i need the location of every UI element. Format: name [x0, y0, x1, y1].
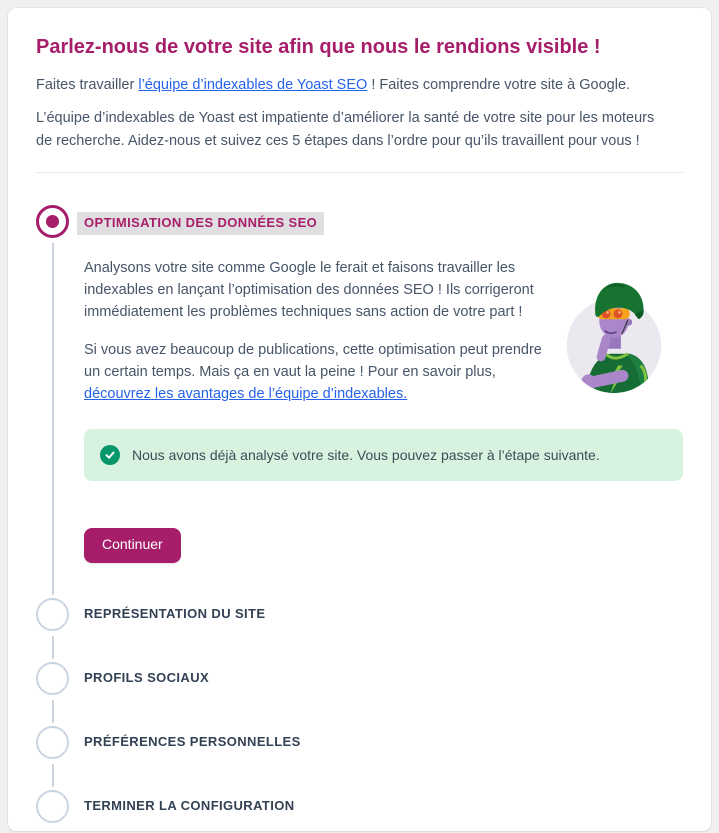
intro-paragraph-2: L’équipe d’indexables de Yoast est impatiente d’améliorer la santé de votre site pour les moteurs de recherche. Aidez-nous et suivez ces 5 étapes dans l’ordre pour qu’ils travaillent pour vous !	[36, 110, 655, 149]
check-circle-icon	[100, 445, 120, 465]
step-label: PRÉFÉRENCES PERSONNELLES	[84, 733, 301, 749]
step-site-representation[interactable]	[36, 598, 683, 631]
intro-text: ! Faites comprendre votre site à Google.	[367, 77, 631, 93]
step-indicator	[36, 790, 69, 823]
intro-text: Faites travailler	[36, 77, 139, 93]
step-indicator	[36, 662, 69, 695]
yoast-assistant-illustration	[555, 271, 673, 397]
step-indicator-active	[36, 205, 69, 238]
intro-paragraph-1	[36, 74, 668, 96]
step-indicator	[36, 726, 69, 759]
continue-button[interactable]: Continuer	[84, 528, 181, 562]
step-personal-preferences[interactable]	[36, 726, 683, 759]
step-label: REPRÉSENTATION DU SITE	[84, 605, 266, 621]
step-label: OPTIMISATION DES DONNÉES SEO	[77, 212, 324, 235]
configuration-stepper	[36, 205, 683, 822]
active-step-body	[84, 257, 683, 567]
indexables-team-link[interactable]: l’équipe d’indexables de Yoast SEO	[138, 77, 368, 93]
step-description	[84, 257, 542, 405]
step-finish-configuration[interactable]	[36, 790, 683, 823]
analysis-success-alert	[84, 429, 683, 481]
step-text: Si vous avez beaucoup de publications, cette optimisation peut prendre un certain temps. Mais ça en vaut la peine ! Pour en savoir plus,	[84, 342, 542, 381]
step-indicator	[36, 598, 69, 631]
configuration-card	[8, 8, 711, 831]
step-label: TERMINER LA CONFIGURATION	[84, 797, 295, 813]
step-paragraph-2	[84, 339, 542, 405]
step-body-row	[84, 257, 683, 405]
indexables-benefits-link[interactable]: découvrez les avantages de l’équipe d’indexables.	[84, 386, 408, 403]
divider	[36, 172, 683, 173]
active-step-dot-icon	[46, 215, 59, 228]
step-social-profiles[interactable]	[36, 662, 683, 695]
step-seo-data-optimization	[36, 205, 683, 566]
step-label: PROFILS SOCIAUX	[84, 669, 210, 685]
step-paragraph-1: Analysons votre site comme Google le ferait et faisons travailler les indexables en lançant l’optimisation des données SEO ! Ils corrigeront immédiatement les problèmes techniques sans action de votre part !	[84, 260, 534, 321]
page-title: Parlez-nous de votre site afin que nous le rendions visible !	[36, 36, 601, 58]
alert-message: Nous avons déjà analysé votre site. Vous pouvez passer à l’étape suivante.	[132, 446, 600, 463]
